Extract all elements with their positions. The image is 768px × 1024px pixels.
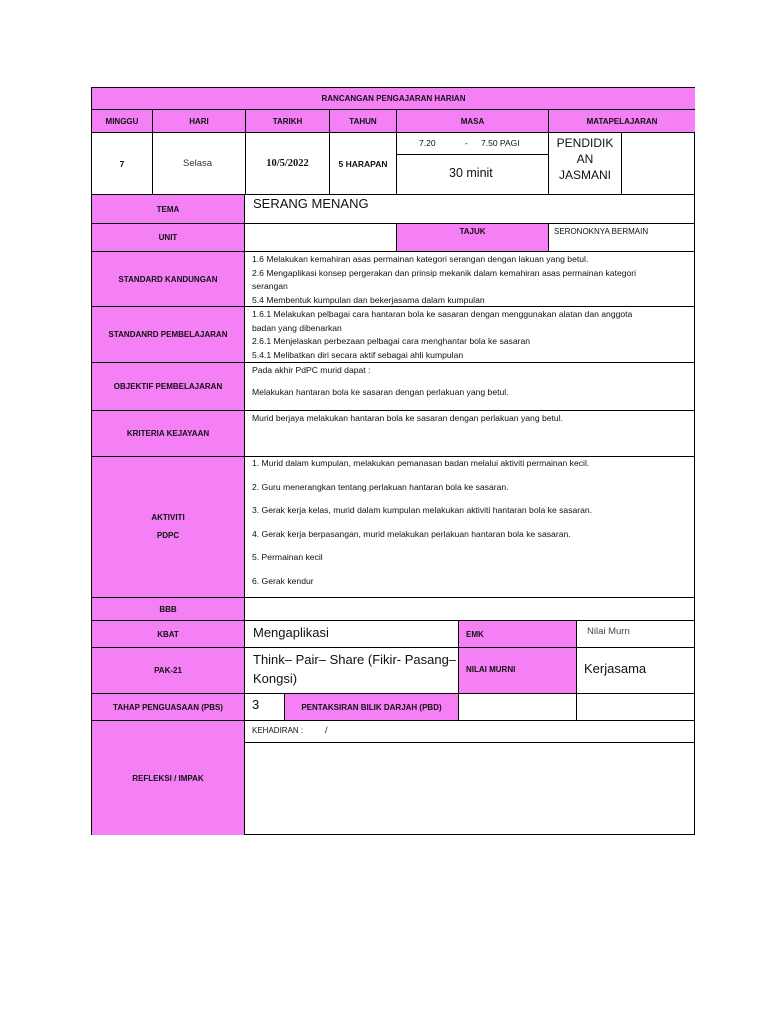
- sp-line-3: 2.6.1 Menjelaskan perbezaan pelbagai cara menghantar bola ke sasaran: [252, 336, 531, 347]
- aktiviti-item: 1. Murid dalam kumpulan, melakukan pemanasan badan melalui aktiviti permainan kecil.: [252, 458, 590, 468]
- label-bbb: BBB: [92, 598, 245, 621]
- label-aktiviti: [92, 457, 245, 598]
- aktiviti-item: 5. Permainan kecil: [252, 552, 323, 562]
- minggu-value: 7: [92, 133, 153, 195]
- sk-line-1: 1.6 Melakukan kemahiran asas permainan kategori serangan dengan lakuan yang betul.: [252, 254, 589, 264]
- objektif-line-2: Melakukan hantaran bola ke sasaran dengan perlakuan yang betul.: [252, 386, 509, 397]
- aktiviti-item: 3. Gerak kerja kelas, murid dalam kumpulan melakukan aktiviti hantaran bola ke sasaran.: [252, 505, 593, 515]
- label-tema: TEMA: [92, 195, 245, 224]
- label-kriteria: KRITERIA KEJAYAAN: [92, 411, 245, 457]
- subject-line-1: PENDIDIK: [556, 136, 614, 150]
- aktiviti-label-line-2: PDPC: [156, 531, 180, 540]
- emk-value: Nilai Murn: [577, 621, 695, 648]
- unit-value: [245, 224, 397, 252]
- tema-value: SERANG MENANG: [245, 195, 695, 224]
- objektif-value: [245, 363, 695, 411]
- label-nilai-murni: NILAI MURNI: [459, 648, 577, 694]
- aktiviti-value: [245, 457, 695, 598]
- aktiviti-item: 6. Gerak kendur: [252, 576, 314, 586]
- standard-pembelajaran-value: [245, 307, 695, 363]
- masa-time-range: [397, 133, 549, 155]
- label-emk: EMK: [459, 621, 577, 648]
- pak21-line-2: Kongsi): [253, 671, 298, 686]
- label-standard-kandungan: STANDARD KANDUNGAN: [92, 252, 245, 307]
- subject-value: [549, 133, 622, 195]
- sk-line-3: serangan: [252, 281, 288, 292]
- subject-extra-cell: [622, 133, 695, 195]
- masa-end: 7.50 PAGI: [481, 138, 520, 148]
- refleksi-value: [245, 743, 695, 835]
- bbb-value: [245, 598, 695, 621]
- pentaksiran-value-1: [459, 694, 577, 721]
- pak21-value: [245, 648, 459, 694]
- masa-duration: 30 minit: [397, 155, 549, 195]
- sp-line-4: 5.4.1 Melibatkan diri secara aktif sebagai ahli kumpulan: [252, 349, 464, 360]
- sp-line-1: 1.6.1 Melakukan pelbagai cara hantaran bola ke sasaran dengan menggunakan alatan dan anggota: [252, 309, 633, 319]
- aktiviti-item: 4. Gerak kerja berpasangan, murid melakukan perlakuan hantaran bola ke sasaran.: [252, 529, 571, 539]
- standard-kandungan-value: [245, 252, 695, 307]
- label-refleksi: REFLEKSI / IMPAK: [92, 721, 245, 835]
- header-matapelajaran: MATAPELAJARAN: [549, 110, 695, 133]
- label-kbat: KBAT: [92, 621, 245, 648]
- sk-line-2: 2.6 Mengaplikasi konsep pergerakan dan prinsip mekanik dalam kemahiran asas permainan kategori: [252, 267, 637, 278]
- label-pentaksiran: PENTAKSIRAN BILIK DARJAH (PBD): [285, 694, 459, 721]
- table-title: RANCANGAN PENGAJARAN HARIAN: [92, 88, 695, 110]
- label-pak21: PAK-21: [92, 648, 245, 694]
- label-standard-pembelajaran: STANDANRD PEMBELAJARAN: [92, 307, 245, 363]
- subject-line-2: AN: [576, 152, 594, 166]
- sp-line-2: badan yang dibenarkan: [252, 322, 342, 333]
- kehadiran-label: KEHADIRAN :: [252, 726, 304, 735]
- label-unit: UNIT: [92, 224, 245, 252]
- nilai-murni-value: Kerjasama: [577, 648, 695, 694]
- header-masa: MASA: [397, 110, 549, 133]
- label-objektif: OBJEKTIF PEMBELAJARAN: [92, 363, 245, 411]
- masa-start: 7.20: [419, 138, 436, 148]
- tarikh-value: 10/5/2022: [246, 133, 330, 195]
- hari-value: Selasa: [153, 133, 246, 195]
- kehadiran-row: [245, 721, 695, 743]
- tajuk-value: SERONOKNYA BERMAIN: [549, 224, 695, 252]
- lesson-plan-table: [91, 87, 695, 835]
- label-tajuk: TAJUK: [397, 224, 549, 252]
- kriteria-value: Murid berjaya melakukan hantaran bola ke sasaran dengan perlakuan yang betul.: [245, 411, 695, 457]
- header-tarikh: TARIKH: [246, 110, 330, 133]
- label-tahap: TAHAP PENGUASAAN (PBS): [92, 694, 245, 721]
- pentaksiran-value-2: [577, 694, 695, 721]
- sk-line-4: 5.4 Membentuk kumpulan dan bekerjasama dalam kumpulan: [252, 294, 485, 305]
- header-hari: HARI: [153, 110, 246, 133]
- aktiviti-item: 2. Guru menerangkan tentang perlakuan hantaran bola ke sasaran.: [252, 482, 509, 492]
- header-minggu: MINGGU: [92, 110, 153, 133]
- tahun-value: 5 HARAPAN: [330, 133, 397, 195]
- subject-line-3: JASMANI: [558, 168, 611, 182]
- masa-dash: -: [465, 138, 468, 148]
- pak21-line-1: Think– Pair– Share (Fikir- Pasang–: [253, 652, 457, 667]
- kehadiran-slash: /: [325, 725, 328, 735]
- aktiviti-label-line-1: AKTIVITI: [151, 513, 185, 522]
- kbat-value: Mengaplikasi: [245, 621, 459, 648]
- header-tahun: TAHUN: [330, 110, 397, 133]
- tahap-value: 3: [245, 694, 285, 721]
- objektif-line-1: Pada akhir PdPC murid dapat :: [252, 365, 371, 375]
